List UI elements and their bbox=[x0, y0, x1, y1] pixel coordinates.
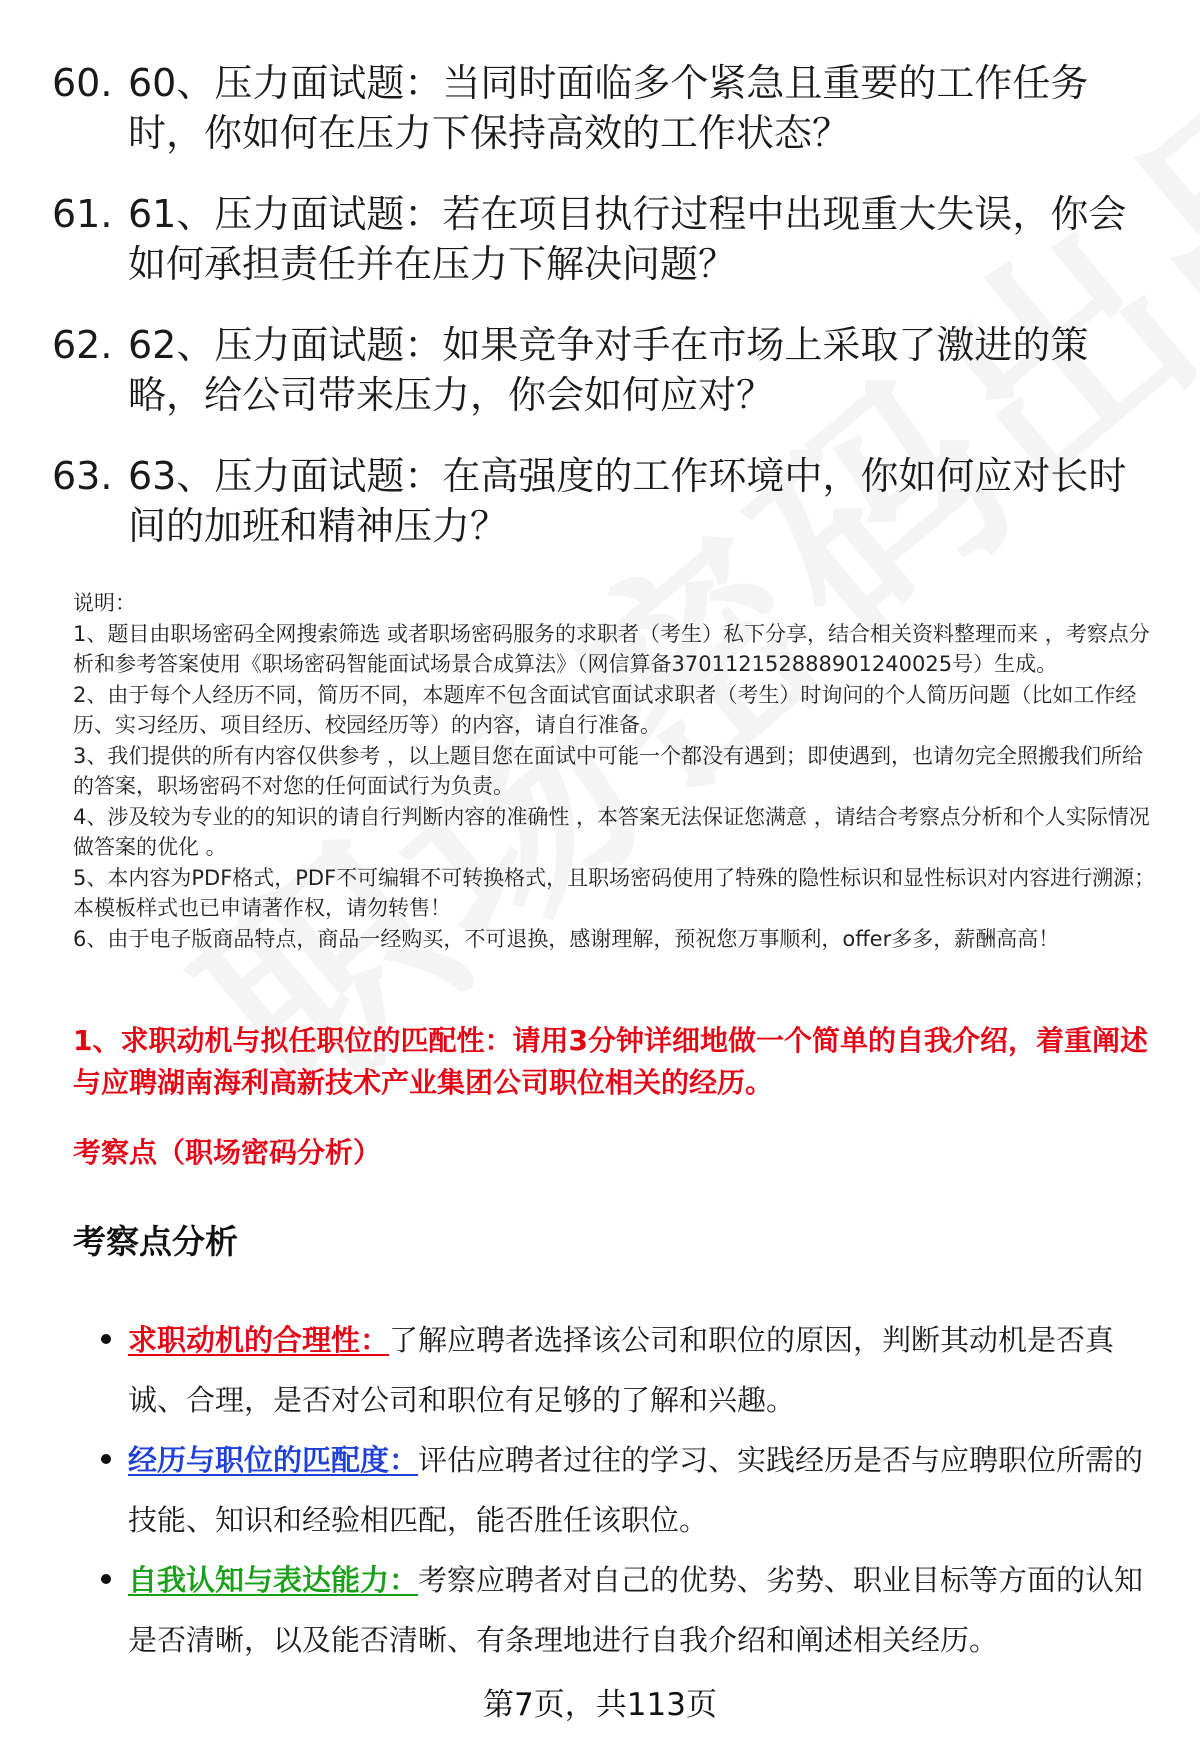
bullet-text: 考察应聘者对自己的优势、劣势、职业目标等方面的认知是否清晰，以及能否清晰、有条理地进行自我介绍和阐述相关经历。 bbox=[128, 1563, 1144, 1657]
note-item: 6、由于电子版商品特点，商品一经购买，不可退换，感谢理解，预祝您万事顺利，offer多多，薪酬高高！ bbox=[73, 926, 1060, 951]
question-text: 60、压力面试题：当同时面临多个紧急且重要的工作任务时，你如何在压力下保持高效的工作状态？ bbox=[128, 61, 1089, 155]
main-question-heading: 1、求职动机与拟任职位的匹配性：请用3分钟详细地做一个简单的自我介绍，着重阐述与应聘湖南海利高新技术产业集团公司职位相关的经历。 bbox=[73, 1024, 1148, 1099]
page-number: 第7页，共113页 bbox=[483, 1687, 717, 1723]
note-item: 3、我们提供的所有内容仅供参考 ，以上题目您在面试中可能一个都没有遇到；即使遇到，也请勿完全照搬我们所给的答案，职场密码不对您的任何面试行为负责。 bbox=[73, 743, 1144, 798]
question-number: 63. bbox=[52, 454, 113, 498]
question-text: 62、压力面试题：如果竞争对手在市场上采取了激进的策略，给公司带来压力，你会如何应对？ bbox=[128, 323, 1089, 417]
question-number: 61. bbox=[52, 192, 113, 236]
bullet-item bbox=[95, 1550, 1155, 1670]
analysis-bullet-list bbox=[95, 1310, 1155, 1670]
bullet-item bbox=[95, 1310, 1155, 1430]
question-item bbox=[52, 58, 1152, 158]
note-item: 1、题目由职场密码全网搜索筛选 或者职场密码服务的求职者（考生）私下分享，结合相关资料整理而来 ，考察点分析和参考答案使用《职场密码智能面试场景合成算法》（网信算备370112152888901240025号）生成。 bbox=[73, 621, 1150, 676]
bullet-text: 评估应聘者过往的学习、实践经历是否与应聘职位所需的技能、知识和经验相匹配，能否胜任该职位。 bbox=[128, 1443, 1144, 1537]
section-title: 考察点分析 bbox=[73, 1222, 238, 1261]
question-number: 62. bbox=[52, 323, 113, 367]
bullet-dot-icon bbox=[101, 1454, 111, 1464]
notes-title: 说明： bbox=[73, 591, 136, 615]
bullet-lead: 经历与职位的匹配度： bbox=[128, 1443, 419, 1477]
note-item: 5、本内容为PDF格式，PDF不可编辑不可转换格式，且职场密码使用了特殊的隐性标识和显性标识对内容进行溯源；本模板样式也已申请著作权，请勿转售！ bbox=[73, 865, 1156, 920]
question-list bbox=[52, 58, 1152, 582]
analysis-label: 考察点（职场密码分析） bbox=[73, 1136, 382, 1169]
question-item bbox=[52, 320, 1152, 420]
bullet-item bbox=[95, 1430, 1155, 1550]
question-text: 61、压力面试题：若在项目执行过程中出现重大失误，你会如何承担责任并在压力下解决问题？ bbox=[128, 192, 1127, 286]
bullet-lead: 自我认知与表达能力： bbox=[128, 1563, 419, 1597]
question-text: 63、压力面试题：在高强度的工作环境中，你如何应对长时间的加班和精神压力？ bbox=[128, 454, 1127, 548]
bullet-dot-icon bbox=[101, 1574, 111, 1584]
bullet-dot-icon bbox=[101, 1334, 111, 1344]
note-item: 4、涉及较为专业的的知识的请自行判断内容的准确性 ，本答案无法保证您满意 ，请结合考察点分析和个人实际情况做答案的优化 。 bbox=[73, 804, 1150, 859]
question-item bbox=[52, 451, 1152, 551]
notes-section bbox=[73, 588, 1163, 954]
question-item bbox=[52, 189, 1152, 289]
note-item: 2、由于每个人经历不同，简历不同，本题库不包含面试官面试求职者（考生）时询问的个人简历问题（比如工作经历、实习经历、项目经历、校园经历等）的内容，请自行准备。 bbox=[73, 682, 1137, 737]
bullet-text: 了解应聘者选择该公司和职位的原因，判断其动机是否真诚、合理，是否对公司和职位有足够的了解和兴趣。 bbox=[128, 1323, 1115, 1417]
bullet-lead: 求职动机的合理性： bbox=[128, 1323, 390, 1357]
question-number: 60. bbox=[52, 61, 113, 105]
